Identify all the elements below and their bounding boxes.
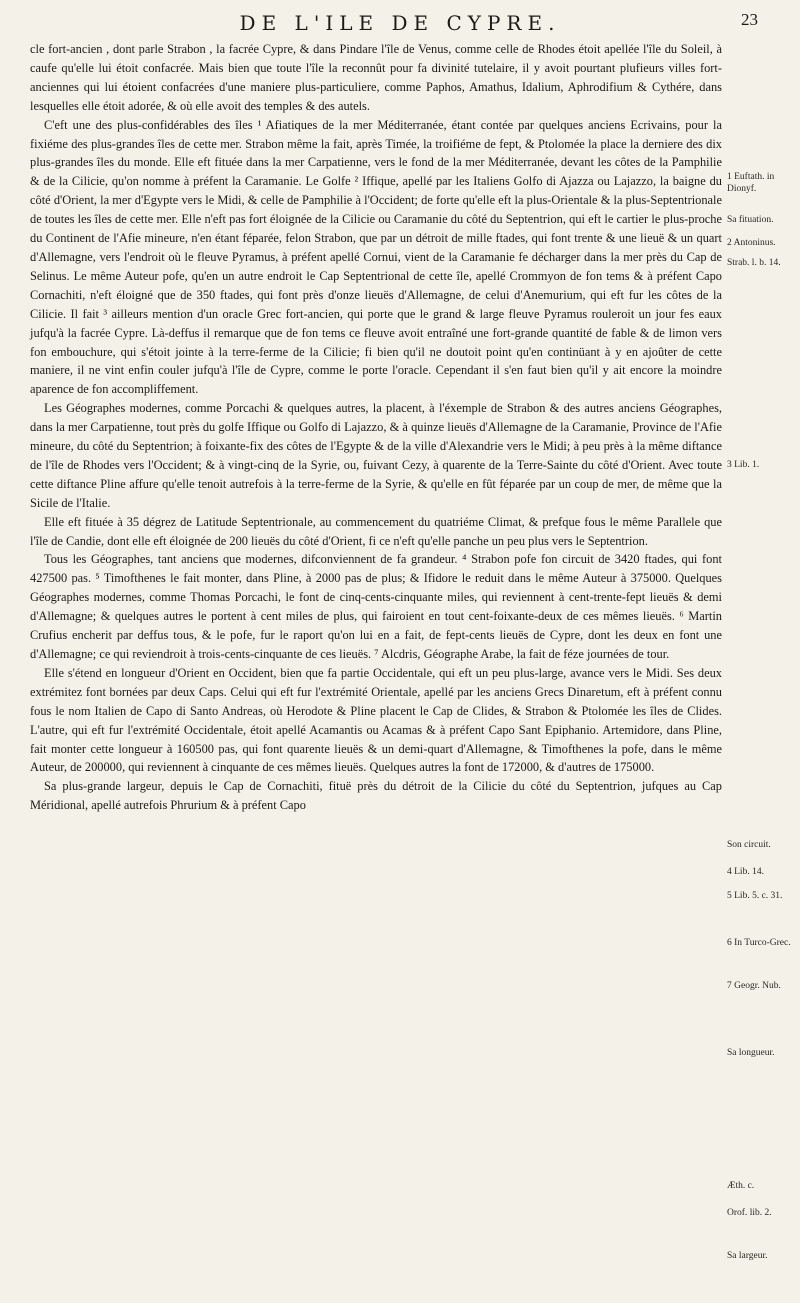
margin-note: 3 Lib. 1. <box>727 460 760 470</box>
margin-note: Sa largeur. <box>727 1251 768 1261</box>
margin-note: Æth. c. <box>727 1181 755 1191</box>
margin-note: 2 Antoninus. <box>727 238 776 248</box>
margin-note: 1 Euftath. in Dionyf. <box>727 172 775 194</box>
paragraph: Elle s'étend en longueur d'Orient en Occident, bien que fa partie Occidentale, qui eft un peu plus-large, avance vers le Midi. Ses deux extrémitez font bornées par deux Caps. Celui qui eft fur l'extrémité Orientale, apellé par les anciens Grecs Dinaretum, eft à préfent connu fous le nom Italien de Capo di Santo Andreas, où Herodote & Pline placent le Cap de Clides, & Strabon & Ptolomée les îles de Clides. L'autre, qui eft fur l'extrémité Occidentale, étoit apellé Acamantis ou Acamas & à préfent Capo Sant Epiphanio. Artemidore, dans Pline, fait monter cette longueur à 160500 pas, qui font quarente lieuës & un demi-quart d'Allemagne, & Timofthenes la pofe, dans le même Auteur, de 200000, qui reviennent à cinquante de ces mêmes lieuës. Quelques autres la font de 172000, & d'autres de 175000. <box>30 665 722 775</box>
paragraph: Tous les Géographes, tant anciens que modernes, difconviennent de fa grandeur. ⁴ Strabon pofe fon circuit de 3420 ftades, qui font 427500 pas. ⁵ Timofthenes le fait monter, dans Pline, à 2000 pas de plus; & Ifidore le reduit dans le même Auteur à 375000. Quelques Géographes modernes, comme Thomas Porcachi, le font de cinq-cents-cinquante miles, qui reviennent à cent-trente-fept lieuës & demi d'Allemagne; & quelques autres le portent à cent miles de plus, qui fairoient en tout cent-foixante-deux de ces mêmes lieuës. ⁶ Martin Crufius encherit par deffus tous, & le pofe, fur le raport qu'on lui en a fait, de fept-cents lieuës de Cypre, dont les deux en font une d'Allemagne; ce qui reviendroit à trois-cents-cinquante de ces lieuës. ⁷ Alcdris, Géographe Arabe, la fait de féze journées de tour. <box>30 552 722 661</box>
page-number: 23 <box>741 10 758 29</box>
margin-note: 5 Lib. 5. c. 31. <box>727 891 783 901</box>
running-title: DE L'ILE DE CYPRE. <box>239 11 561 35</box>
margin-note: Strab. l. b. 14. <box>727 258 781 268</box>
paragraph: Sa plus-grande largeur, depuis le Cap de Cornachiti, fituë près du détroit de la Cilicie du côté du Septentrion, jufques au Cap Méridional, apellé autrefois Phrurium & à préfent Capo <box>30 779 722 813</box>
paragraph: cle fort-ancien , dont parle Strabon , la facrée Cypre, & dans Pindare l'île de Venus, comme celle de Rhodes étoit apellée l'île du Soleil, à caufe qu'elle lui étoit confacrée. Mais bien que toute l'île la reconnût pour fa divinité tutelaire, il y avoit pourtant plufieurs villes fort-anciennes qui lui étoient confacrées d'une maniere plus-particuliere, comme Paphos, Amathus, Idalium, Aphrodifium & Cythére, dans lesquelles elle étoit adorée, & où elle avoit des temples & des autels. <box>30 42 722 113</box>
margin-note: 7 Geogr. Nub. <box>727 981 781 991</box>
margin-note: 4 Lib. 14. <box>727 867 764 877</box>
paragraph: Les Géographes modernes, comme Porcachi & quelques autres, la placent, à l'éxemple de Strabon & des autres anciens Géographes, dans la mer Carpatienne, tout près du golfe Iffique ou Golfo di Lajazzo, & à quinze lieuës d'Allemagne de la Caramanie, Province de l'Afie mineure, du côté du Septentrion; à foixante-fix des côtes de l'Egypte & de la ville d'Alexandrie vers le Midi; à peu près à la même diftance de l'île de Rhodes vers l'Occident; & à vingt-cinq de la Syrie, ou, fuivant Cezy, à quarente de la Terre-Sainte du côté d'Orient. Avec toute cette diftance Pline affure qu'elle tenoit autrefois à la terre-ferme de la Syrie, & qu'elle en fût féparée par un coup de mer, de même que la Sicile de l'Italie. <box>30 401 722 510</box>
margin-note: 6 In Turco-Grec. <box>727 938 791 948</box>
margin-note: Son circuit. <box>727 840 771 850</box>
margin-note: Sa fituation. <box>727 215 774 225</box>
paragraph: Elle eft fituée à 35 dégrez de Latitude Septentrionale, au commencement du quatriéme Climat, & prefque fous le même Parallele que l'île de Candie, dont elle eft éloignée de 200 lieuës du côté d'Orient, fi ce n'eft qu'elle panche un peu plus vers le Septentrion. <box>30 514 722 548</box>
margin-note: Orof. lib. 2. <box>727 1208 772 1218</box>
body-text <box>30 40 722 815</box>
margin-note: Sa longueur. <box>727 1048 775 1058</box>
paragraph: C'eft une des plus-confidérables des îles ¹ Afiatiques de la mer Méditerranée, étant contée par quelques anciens Ecrivains, pour la fixiéme des plus-grandes îles de cette mer. Strabon même la fait, après Timée, la troifiéme de fept, & Ptolomée la place la derniere des dix plus-grandes îles du monde. Elle eft fituée dans la mer Carpatienne, vers le fond de la mer Méditerranée, devant les côtes de la Pamphilie & de la Cilicie, qu'on nomme à préfent la Caramanie. Le Golfe ² Iffique, apellé par les Italiens Golfo di Ajazza ou Lajazzo, la baigne du côté d'Orient, la mer d'Egypte vers le Midi, & celle de Pamphilie à l'Occident; de forte qu'elle eft la plus-Orientale & la plus-Septentrionale de toutes les îles de cette mer. Elle n'eft pas fort éloignée de la Cilicie ou Caramanie du côté du Septentrion, qui eft le cartier le plus-proche du Continent de l'Afie mineure, n'en étant féparée, felon Strabon, que par un détroit de mille ftades, qui font trente & une lieuë & un quart d'Allemagne, vers l'endroit où le fleuve Pyramus, à préfent apellé Cornui, vient de la Caramanie fe décharger dans la mer près du Cap de Selinus. Le même Auteur pofe, qu'en un autre endroit le Cap Septentrional de cette île, apellé Crommyon de fon tems & à préfent Capo Cornachiti, n'eft éloigné que de 350 ftades, qui font près d'onze lieuës d'Allemagne, de celui d'Anemurium, qui eft fur les côtes de la Cilicie. Il fait ³ ailleurs mention d'un oracle Grec fort-ancien, qui porte que le grand & large fleuve Pyramus rouleroit un jour fes eaux jufqu'à la facrée Cypre. Là-deffus il remarque que de fon tems ce fleuve avoit entraîné une fort-grande quantité de fable & de limon vers fon embouchure, qui s'étoit jointe à la terre-ferme de la Cilicie; fi bien qu'il ne doutoit point qu'en continüant à y en ajoûter de cette maniere, il ne vint enfin couler jufqu'à l'île de Cypre, comme le porte l'oracle. Cependant il s'en faut bien qu'il y ait encore la moindre aparence de fon accompliffement. <box>30 117 722 397</box>
